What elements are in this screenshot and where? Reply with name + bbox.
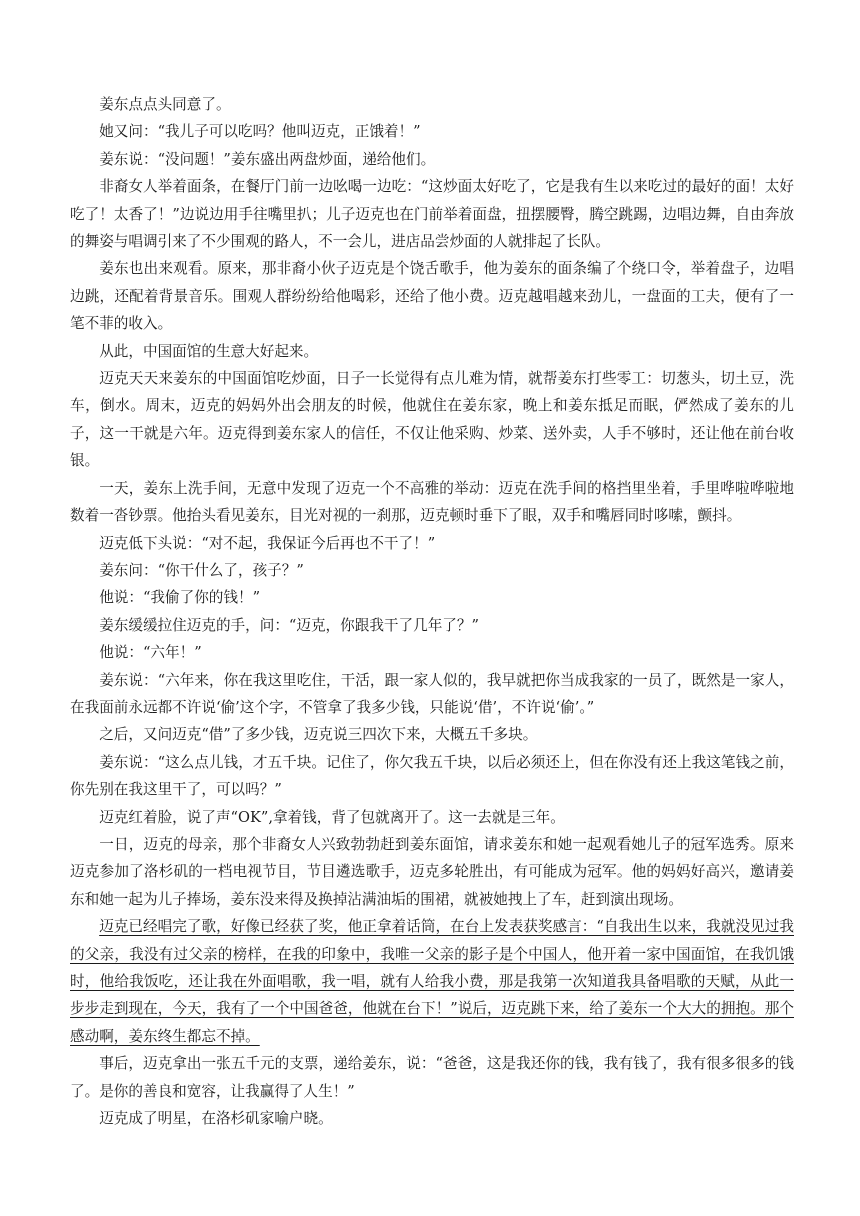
story-paragraph: 从此，中国面馆的生意大好起来。 xyxy=(99,342,319,360)
story-paragraph: 姜东也出来观看。原来，那非裔小伙子迈克是个饶舌歌手，他为姜东的面条编了个绕口令，举着盘子，边唱边跳，还配着背景音乐。围观人群纷纷给他喝彩，还给了他小费。迈克越唱越来劲儿，一盘面的工夫，便有了一笔不菲的收入。 xyxy=(70,260,794,333)
story-paragraph: 事后，迈克拿出一张五千元的支票，递给姜东，说：“爸爸，这是我还你的钱，我有钱了，我有很多很多的钱了。是你的善良和宽容，让我赢得了人生！” xyxy=(70,1055,794,1100)
story-paragraph: 一天，姜东上洗手间，无意中发现了迈克一个不高雅的举动：迈克在洗手间的格挡里坐着，手里哗啦哗啦地数着一沓钞票。他抬头看见姜东，目光对视的一刹那，迈克顿时垂下了眼，双手和嘴唇同时哆嗦，颤抖。 xyxy=(70,479,794,525)
story-paragraph: 姜东问：“你干什么了，孩子？” xyxy=(99,561,304,579)
story-paragraph: 他说：“六年！” xyxy=(99,644,202,662)
story-paragraph: 迈克天天来姜东的中国面馆吃炒面，日子一长觉得有点儿难为情，就帮姜东打些零工：切葱头，切土豆，洗车，倒水。周末，迈克的妈妈外出会朋友的时候，他就住在姜东家，晚上和姜东抵足而眠，俨然成了姜东的儿子，这一干就是六年。迈克得到姜东家人的信任，不仅让他采购、炒菜、送外卖，人手不够时，还让他在前台收银。 xyxy=(70,370,794,470)
underlined-passage: 迈克已经唱完了歌，好像已经获了奖，他正拿着话筒，在台上发表获奖感言：“自我出生以来，我就没见过我的父亲，我没有过父亲的榜样，在我的印象中，我唯一父亲的影子是个中国人，他开着一家中国面馆，在我饥饿时，他给我饭吃，还让我在外面唱歌，我一唱，就有人给我小费，那是我第一次知道我具备唱歌的天赋，从此一步步走到现在，今天，我有了一个中国爸爸，他就在台下！”说后，迈克跳下来，给了姜东一个大大的拥抱。那个感动啊，姜东终生都忘不掉。 xyxy=(70,918,794,1045)
story-body xyxy=(70,91,794,1132)
story-paragraph: 之后，又问迈克“借”了多少钱，迈克说三四次下来，大概五千多块。 xyxy=(99,726,538,744)
story-paragraph: 姜东说：“这么点儿钱，才五千块。记住了，你欠我五千块，以后必须还上，但在你没有还上我这笔钱之前，你先别在我这里干了，可以吗？” xyxy=(70,753,794,799)
story-paragraph: 迈克红着脸，说了声“OK”,拿着钱，背了包就离开了。这一去就是三年。 xyxy=(99,808,565,826)
story-paragraph: 一日，迈克的母亲，那个非裔女人兴致勃勃赶到姜东面馆，请求姜东和她一起观看她儿子的冠军选秀。原来迈克参加了洛杉矶的一档电视节目，节目遴选歌手，迈克多轮胜出，有可能成为冠军。他的妈妈好高兴，邀请姜东和她一起为儿子捧场，姜东没来得及换掉沾满油垢的围裙，就被她拽上了车，赶到演出现场。 xyxy=(70,835,794,908)
story-paragraph: 非裔女人举着面条，在餐厅门前一边吆喝一边吃：“这炒面太好吃了，它是我有生以来吃过的最好的面！太好吃了！太香了！”边说边用手往嘴里扒；儿子迈克也在门前举着面盘，扭摆腰臀，腾空跳踢，边唱边舞，自由奔放的舞姿与唱调引来了不少围观的路人，不一会儿，进店品尝炒面的人就排起了长队。 xyxy=(70,178,794,251)
story-paragraph: 她又问：“我儿子可以吃吗？他叫迈克，正饿着！” xyxy=(99,123,421,141)
story-paragraph: 姜东缓缓拉住迈克的手，问：“迈克，你跟我干了几年了？” xyxy=(99,616,479,634)
story-paragraph: 他说：“我偷了你的钱！” xyxy=(99,589,261,607)
story-paragraph: 姜东说：“没问题！”姜东盛出两盘炒面，递给他们。 xyxy=(99,150,436,168)
story-paragraph: 姜东点点头同意了。 xyxy=(99,96,231,113)
underlined-paragraph xyxy=(70,913,794,1050)
story-paragraph: 姜东说：“六年来，你在我这里吃住，干活，跟一家人似的，我早就把你当成我家的一员了，既然是一家人，在我面前永远都不许说‘偷’这个字，不管拿了我多少钱，只能说‘借’，不许说‘偷’。” xyxy=(70,671,794,716)
story-paragraph: 迈克成了明星，在洛杉矶家喻户晓。 xyxy=(99,1110,333,1128)
story-paragraph: 迈克低下头说：“对不起，我保证今后再也不干了！” xyxy=(99,534,436,552)
